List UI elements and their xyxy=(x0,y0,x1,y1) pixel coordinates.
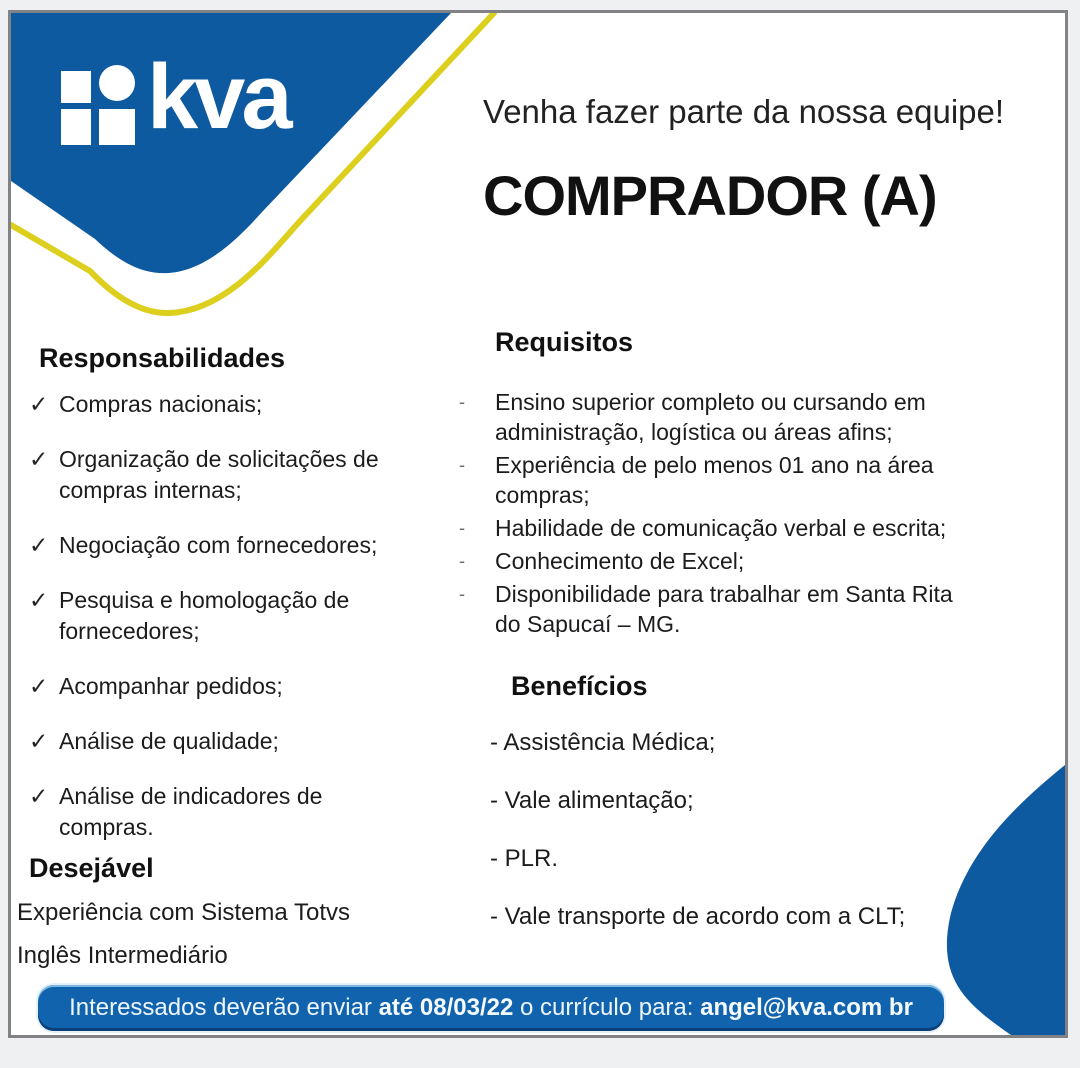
check-icon: ✓ xyxy=(29,783,49,809)
responsibilities-section xyxy=(21,341,451,867)
dash-bullet-icon: - xyxy=(459,392,465,412)
responsibility-text: Negociação com fornecedores; xyxy=(59,532,378,558)
requirements-section xyxy=(451,325,963,642)
check-icon: ✓ xyxy=(29,673,49,699)
requirement-item xyxy=(451,450,963,510)
check-icon: ✓ xyxy=(29,587,49,613)
requirement-text: Disponibilidade para trabalhar em Santa Rita do Sapucaí – MG. xyxy=(495,581,953,637)
requirement-item xyxy=(451,387,963,447)
requirement-text: Conhecimento de Excel; xyxy=(495,548,745,574)
responsibility-item xyxy=(21,726,451,757)
responsibility-item xyxy=(21,671,451,702)
desired-item: Experiência com Sistema Totvs xyxy=(17,899,351,926)
bottom-right-decoration xyxy=(923,735,1065,1035)
requirement-item xyxy=(451,513,963,543)
kva-logo-text: kva xyxy=(147,46,289,148)
responsibility-text: Análise de qualidade; xyxy=(59,728,279,754)
responsibility-text: Organização de solicitações de compras internas; xyxy=(59,446,379,503)
blue-corner-blob xyxy=(947,765,1065,1035)
logo-square-bottom-left xyxy=(61,109,91,145)
tagline: Venha fazer parte da nossa equipe! xyxy=(483,93,1005,130)
logo-square-bottom-right xyxy=(99,109,135,145)
footer-banner xyxy=(38,985,944,1031)
check-icon: ✓ xyxy=(29,532,49,558)
benefit-item: - PLR. xyxy=(490,845,559,872)
responsibility-item xyxy=(21,444,451,506)
desired-section xyxy=(17,851,447,971)
dash-bullet-icon: - xyxy=(459,584,465,604)
responsibility-text: Pesquisa e homologação de fornecedores; xyxy=(59,587,350,644)
requirement-text: Experiência de pelo menos 01 ano na área compras; xyxy=(495,452,934,508)
responsibilities-heading: Responsabilidades xyxy=(39,343,286,373)
desired-heading: Desejável xyxy=(29,853,154,883)
dash-bullet-icon: - xyxy=(459,518,465,538)
responsibility-text: Acompanhar pedidos; xyxy=(59,673,283,699)
logo-square-top-left xyxy=(61,71,91,103)
requirement-text: Ensino superior completo ou cursando em administração, logística ou áreas afins; xyxy=(495,389,926,445)
dash-bullet-icon: - xyxy=(459,551,465,571)
requirement-item xyxy=(451,579,963,639)
requirement-text: Habilidade de comunicação verbal e escrita; xyxy=(495,515,947,541)
check-icon: ✓ xyxy=(29,446,49,472)
check-icon: ✓ xyxy=(29,728,49,754)
requirement-item xyxy=(451,546,963,576)
kva-logo xyxy=(61,46,289,149)
footer-deadline: até 08/03/22 xyxy=(378,994,514,1021)
kva-logo-icon xyxy=(61,63,135,149)
responsibility-item xyxy=(21,585,451,647)
footer-text-middle: o currículo para: xyxy=(513,994,701,1021)
benefit-item: - Vale transporte de acordo com a CLT; xyxy=(490,903,906,930)
logo-circle-top-right xyxy=(99,65,135,101)
responsibility-item xyxy=(21,530,451,561)
requirements-heading: Requisitos xyxy=(495,327,634,357)
dash-bullet-icon: - xyxy=(459,455,465,475)
benefit-item: - Assistência Médica; xyxy=(490,729,716,756)
benefits-section xyxy=(451,669,963,959)
poster-frame xyxy=(8,10,1068,1038)
responsibility-text: Análise de indicadores de compras. xyxy=(59,783,323,840)
footer-email: angel@kva.com br xyxy=(700,994,913,1021)
responsibility-item xyxy=(21,389,451,420)
footer-text-prefix: Interessados deverão enviar xyxy=(69,994,379,1021)
job-title: COMPRADOR (A) xyxy=(483,164,937,227)
requirements-list xyxy=(451,387,963,639)
benefits-heading: Benefícios xyxy=(511,671,648,701)
check-icon: ✓ xyxy=(29,391,49,417)
desired-item: Inglês Intermediário xyxy=(17,942,228,969)
benefit-item: - Vale alimentação; xyxy=(490,787,694,814)
responsibility-text: Compras nacionais; xyxy=(59,391,263,417)
responsibility-item xyxy=(21,781,451,843)
responsibilities-list xyxy=(21,389,451,843)
